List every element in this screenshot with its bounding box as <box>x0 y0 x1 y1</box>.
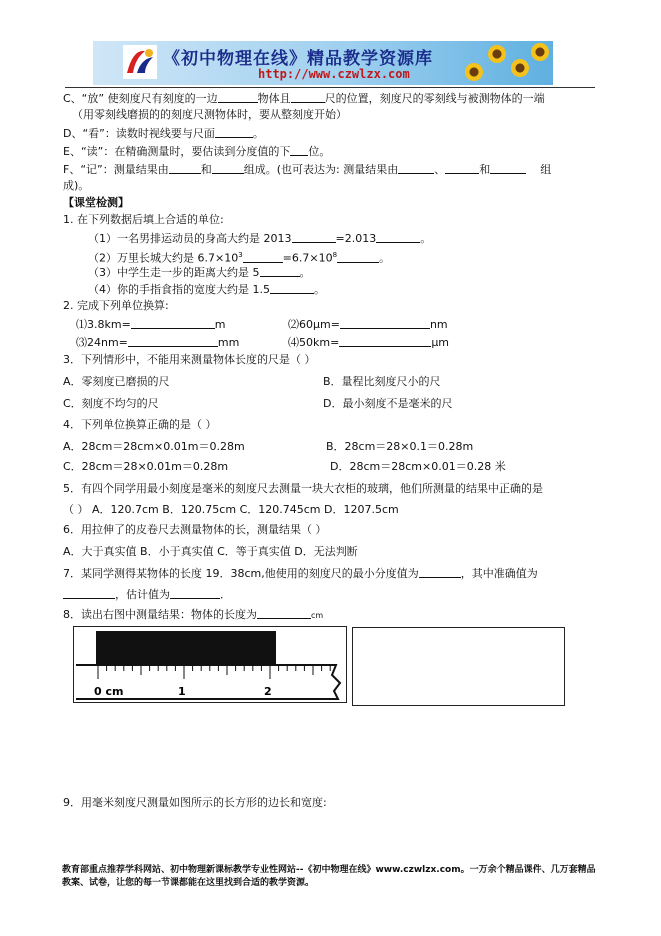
question-2-4: ⑷50km= μm <box>288 336 450 349</box>
question-1-3: （3）中学生走一步的距离大约是 5 。 <box>88 266 311 279</box>
line-c-note: （用零刻线磨损的的刻度尺测物体时，要从整刻度开始） <box>72 108 347 121</box>
question-7-cont: ，估计值为 ． <box>63 587 231 602</box>
ruler-label-1: 1 <box>178 685 186 698</box>
question-3-option-a: A．零刻度已磨损的尺 <box>63 375 170 388</box>
section-heading: 【课堂检测】 <box>63 196 129 209</box>
question-2-1: ⑴3.8km= m <box>76 318 226 331</box>
site-logo-icon <box>123 45 157 79</box>
question-7: 7．某同学测得某物体的长度 19．38cm,他使用的刻度尺的最小分度值为 ，其中准确值为 <box>63 567 538 580</box>
line-f: F、“记”：测量结果由 和 组成。(也可表达为: 测量结果由 、 和 组 <box>63 163 552 176</box>
ruler-label-0: 0 cm <box>94 685 124 698</box>
header-banner <box>93 41 553 85</box>
sunflower-icon <box>465 63 483 81</box>
question-4-option-b: B．28cm＝28×0.1＝0.28m <box>326 440 474 453</box>
line-d: D、“看”：读数时视线要与尺面 。 <box>63 127 264 140</box>
question-4-option-a: A．28cm＝28cm×0.01m＝0.28m <box>63 440 245 453</box>
question-6-options: A．大于真实值 B．小于真实值 C．等于真实值 D．无法判断 <box>63 545 358 558</box>
sunflower-icon <box>531 43 549 61</box>
question-4-option-c: C．28cm＝28×0.01m＝0.28m <box>63 460 229 473</box>
question-4-option-d: D．28cm＝28cm×0.01＝0.28 米 <box>330 460 506 473</box>
page-footer: 教育部重点推荐学科网站、初中物理新课标教学专业性网站--《初中物理在线》www.czwlzx.com。一万余个精品课件、几万套精品教案、试卷，让您的每一节课都能在这里找到合适的教学资源。 <box>62 865 596 888</box>
question-3-option-d: D．最小刻度不是毫米的尺 <box>323 397 453 410</box>
question-3-option-c: C．刻度不均匀的尺 <box>63 397 159 410</box>
question-3-option-b: B．量程比刻度尺小的尺 <box>323 375 441 388</box>
empty-answer-box <box>352 627 565 706</box>
question-9: 9．用毫米刻度尺测量如图所示的长方形的边长和宽度: <box>63 796 327 809</box>
question-1: 1. 在下列数据后填上合适的单位: <box>63 213 224 226</box>
question-1-1: （1）一名男排运动员的身高大约是 2013 =2.013 。 <box>88 232 432 245</box>
question-5: 5．有四个同学用最小刻度是毫米的刻度尺去测量一块大衣柜的玻璃，他们所测量的结果中正确的是 <box>63 482 543 495</box>
question-2: 2. 完成下列单位换算: <box>63 299 169 312</box>
banner-url: http://www.czwlzx.com <box>258 67 410 81</box>
banner-title: 《初中物理在线》精品教学资源库 <box>163 49 433 69</box>
question-3: 3．下列情形中，不能用来测量物体长度的尺是（ ） <box>63 353 316 366</box>
question-5-options: （ ） A．120.7cm B．120.75cm C．120.745cm D．1207.5cm <box>63 503 399 516</box>
question-1-2: （2）万里长城大约是 $6.7\times 10^3 =6.7\times 10^8$ 。 <box>88 251 391 265</box>
line-e: E、“读”：在精确测量时，要估读到分度值的下 位。 <box>63 145 331 158</box>
question-2-3: ⑶24nm= mm <box>76 336 240 349</box>
sunflower-icon <box>511 59 529 77</box>
question-6: 6．用拉伸了的皮卷尺去测量物体的长，测量结果（ ） <box>63 523 327 536</box>
question-2-2: ⑵60μm= nm <box>288 318 448 331</box>
sunflower-icon <box>488 45 506 63</box>
ruler-diagram <box>74 627 346 702</box>
question-8: 8．读出右图中测量结果：物体的长度为 cm <box>63 608 324 621</box>
ruler-figure <box>73 626 347 703</box>
line-f-cont: 成)。 <box>63 179 90 192</box>
header-divider <box>65 87 595 88</box>
question-4: 4．下列单位换算正确的是（ ） <box>63 418 217 431</box>
question-1-4: （4）你的手指食指的宽度大约是 1.5 。 <box>88 283 325 296</box>
ruler-label-2: 2 <box>264 685 272 698</box>
line-c: C、“放” 使刻度尺有刻度的一边 物体且 尺的位置，刻度尺的零刻线与被测物体的一端 <box>63 92 545 105</box>
